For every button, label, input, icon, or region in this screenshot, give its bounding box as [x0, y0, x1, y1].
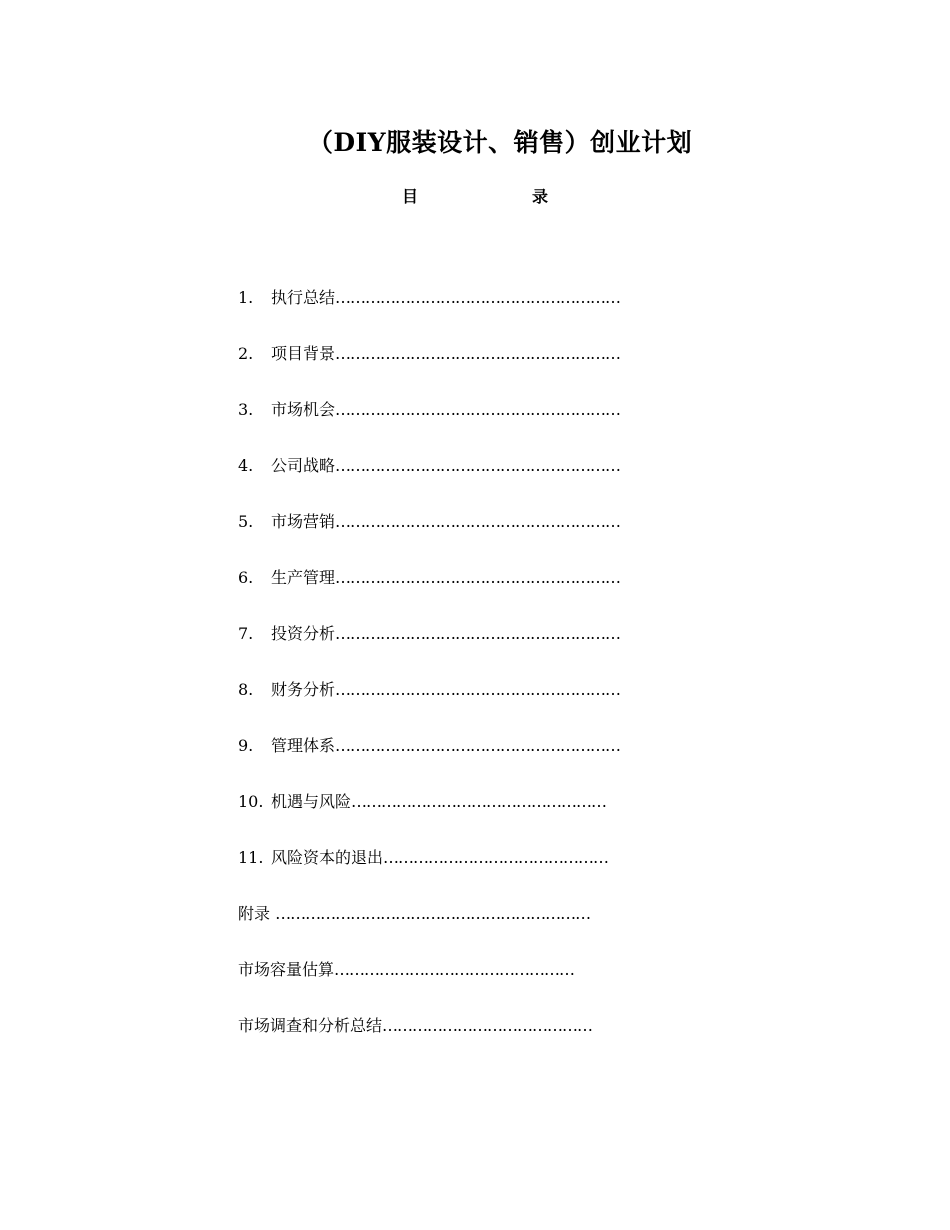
toc-number: 10.: [238, 792, 264, 811]
toc-item-appendix[interactable]: [238, 902, 718, 958]
toc-title: 市场机会: [271, 400, 336, 419]
toc-title: 附录: [238, 904, 276, 923]
toc-number: 4.: [238, 456, 254, 475]
toc-title: 公司战略: [271, 456, 336, 475]
toc-item-production-management[interactable]: [238, 566, 718, 622]
toc-number: 3.: [238, 400, 254, 419]
toc-title: 投资分析: [271, 624, 336, 643]
toc-heading-left: 目: [402, 187, 419, 206]
toc-item-executive-summary[interactable]: [238, 286, 718, 342]
toc-heading-right: 录: [532, 187, 549, 206]
toc-title: 财务分析: [271, 680, 336, 699]
toc-title: 项目背景: [271, 344, 336, 363]
toc-number: 5.: [238, 512, 254, 531]
toc-leader-dots: ……………………………………: [382, 1016, 593, 1035]
toc-leader-dots: ………………………………………: [383, 848, 609, 867]
toc-title: 风险资本的退出: [271, 848, 384, 867]
toc-item-venture-capital-exit[interactable]: [238, 846, 718, 902]
toc-number: 2.: [238, 344, 254, 363]
toc-number: 11.: [238, 848, 264, 867]
toc-item-market-capacity-estimate[interactable]: [238, 958, 718, 1014]
toc-title: 机遇与风险: [271, 792, 352, 811]
toc-leader-dots: …………………………………………………: [335, 680, 621, 699]
toc-leader-dots: …………………………………………………: [335, 288, 621, 307]
toc-title: 执行总结: [271, 288, 336, 307]
toc-item-financial-analysis[interactable]: [238, 678, 718, 734]
toc-leader-dots: …………………………………………………: [335, 456, 621, 475]
toc-number: 8.: [238, 680, 254, 699]
toc-leader-dots: …………………………………………………: [335, 512, 621, 531]
toc-item-management-system[interactable]: [238, 734, 718, 790]
toc-item-investment-analysis[interactable]: [238, 622, 718, 678]
toc-title: 生产管理: [271, 568, 336, 587]
toc-item-opportunities-risks[interactable]: [238, 790, 718, 846]
toc-leader-dots: …………………………………………………: [335, 736, 621, 755]
toc-title: 市场调查和分析总结: [238, 1016, 383, 1035]
toc-leader-dots: …………………………………………: [334, 960, 575, 979]
toc-item-company-strategy[interactable]: [238, 454, 718, 510]
toc-leader-dots: ………………………………………………………: [275, 904, 591, 923]
toc-leader-dots: …………………………………………………: [335, 344, 621, 363]
toc-item-marketing[interactable]: [238, 510, 718, 566]
toc-leader-dots: …………………………………………………: [335, 624, 621, 643]
toc-leader-dots: …………………………………………………: [335, 568, 621, 587]
table-of-contents: [238, 286, 718, 1070]
toc-leader-dots: ……………………………………………: [351, 792, 607, 811]
document-title: （DIY服装设计、销售）创业计划: [307, 128, 693, 157]
toc-number: 9.: [238, 736, 254, 755]
toc-item-market-opportunity[interactable]: [238, 398, 718, 454]
toc-item-project-background[interactable]: [238, 342, 718, 398]
toc-number: 1.: [238, 288, 254, 307]
toc-item-market-survey-summary[interactable]: [238, 1014, 718, 1070]
toc-leader-dots: …………………………………………………: [335, 400, 621, 419]
toc-title: 管理体系: [271, 736, 336, 755]
toc-number: 7.: [238, 624, 254, 643]
toc-title: 市场容量估算: [238, 960, 335, 979]
toc-number: 6.: [238, 568, 254, 587]
toc-title: 市场营销: [271, 512, 336, 531]
